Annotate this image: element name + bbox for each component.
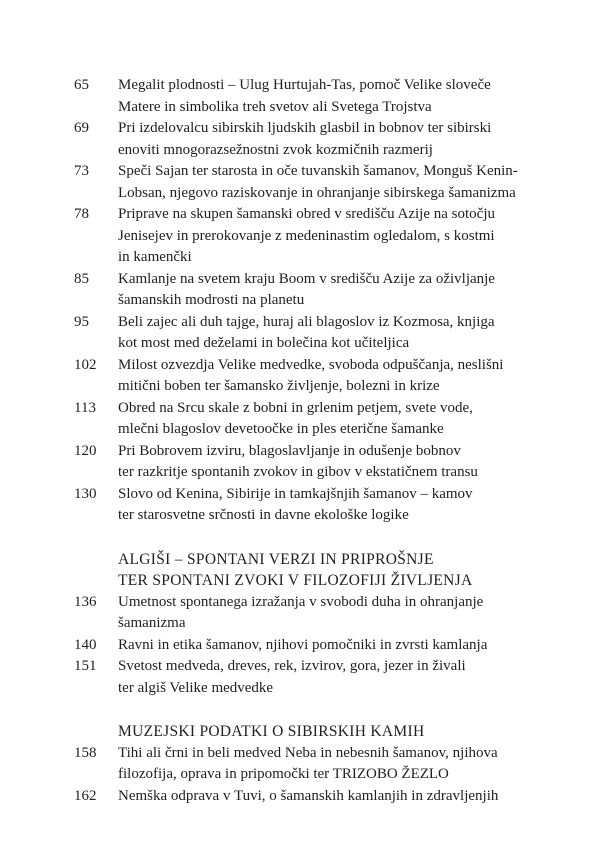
toc-page-number: 69 — [74, 120, 89, 136]
toc-page-number: 95 — [74, 313, 89, 330]
toc-entry-line: Megalit plodnosti – Ulug Hurtujah-Tas, pomoč Velike sloveče — [118, 77, 491, 93]
toc-entry-line: šamanizma — [118, 615, 186, 631]
toc-page-number: 73 — [74, 163, 89, 179]
toc-page-number: 162 — [74, 787, 97, 804]
toc-entry-line: Pri Bobrovem izviru, blagoslavljanje in odušenje bobnov — [118, 442, 461, 459]
toc-entry-line: Matere in simbolika treh svetov ali Svetega Trojstva — [118, 98, 432, 115]
toc-entry-line: ter starosvetne srčnosti in davne ekološke logike — [118, 507, 409, 523]
toc-entry-line: Pri izdelovalcu sibirskih ljudskih glasbil in bobnov ter sibirski — [118, 120, 492, 136]
toc-entry-line: Milost ozvezdja Velike medvedke, svoboda odpuščanja, neslišni — [118, 356, 504, 373]
toc-page-number: 65 — [74, 77, 89, 93]
toc-entry — [74, 656, 570, 699]
toc-entry — [74, 269, 570, 312]
toc-page-number: 102 — [74, 356, 97, 373]
toc-page-number: 113 — [74, 399, 96, 416]
toc-section-header — [74, 721, 570, 743]
toc-entry-line: Slovo od Kenina, Sibirije in tamkajšnjih šamanov – kamov — [118, 485, 473, 502]
toc-entry-line: Obred na Srcu skale z bobni in grlenim petjem, svete vode, — [118, 399, 473, 416]
toc-entry — [74, 204, 570, 269]
toc-entry-line: šamanskih modrosti na planetu — [118, 292, 305, 308]
toc-entry-line: Tihi ali črni in beli medved Neba in nebesnih šamanov, njihova — [118, 744, 498, 761]
toc-section-line: MUZEJSKI PODATKI O SIBIRSKIH KAMIH — [118, 723, 425, 740]
toc-page-number: 85 — [74, 270, 89, 287]
toc-entry-title — [118, 204, 570, 269]
toc-entry-line: Umetnost spontanega izražanja v svobodi duha in ohranjanje — [118, 593, 484, 610]
toc-entry-line: ter algiš Velike medvedke — [118, 679, 274, 696]
toc-entry-title — [118, 312, 570, 355]
toc-entry-line: Jenisejev in prerokovanje z medeninastim ogledalom, s kostmi — [118, 227, 495, 244]
toc-entry-line: mlečni blagoslov devetoočke in ples eterične šamanke — [118, 421, 444, 437]
toc-entry-line: Priprave na skupen šamanski obred v središču Azije na sotočju — [118, 206, 495, 222]
toc-entry-title — [118, 786, 570, 808]
toc-entry-line: Nemška odprava v Tuvi, o šamanskih kamlanjih in zdravljenjih — [118, 787, 499, 804]
toc-section-title — [118, 549, 570, 592]
toc-entry-title — [118, 269, 570, 312]
toc-entry-title — [118, 118, 570, 161]
toc-entry — [74, 635, 570, 657]
table-of-contents — [74, 75, 570, 807]
toc-section-title — [118, 721, 570, 743]
toc-entry-line: Ravni in etika šamanov, njihovi pomočniki in zvrsti kamlanja — [118, 636, 488, 653]
toc-entry-line: mitični boben ter šamansko življenje, bolezni in krize — [118, 378, 440, 394]
toc-entry-title — [118, 635, 570, 657]
toc-entry — [74, 118, 570, 161]
toc-entry-title — [118, 656, 570, 699]
toc-entry-line: Beli zajec ali duh tajge, huraj ali blagoslov iz Kozmosa, knjiga — [118, 313, 495, 330]
toc-entry-title — [118, 75, 570, 118]
toc-entry-line: Svetost medveda, dreves, rek, izvirov, gora, jezer in živali — [118, 658, 466, 674]
toc-entry-title — [118, 484, 570, 527]
toc-entry — [74, 355, 570, 398]
toc-page-number: 130 — [74, 485, 97, 502]
toc-entry — [74, 592, 570, 635]
toc-entry-line: enoviti mnogorazsežnostni zvok kozmičnih razmerij — [118, 141, 433, 158]
toc-page-number: 136 — [74, 593, 97, 610]
toc-page-number: 120 — [74, 442, 97, 459]
toc-entry — [74, 312, 570, 355]
toc-entry — [74, 161, 570, 204]
toc-page-number: 78 — [74, 206, 89, 222]
toc-entry — [74, 441, 570, 484]
toc-entry — [74, 484, 570, 527]
toc-page-number: 140 — [74, 636, 97, 653]
toc-entry-line: Lobsan, njegovo raziskovanje in ohranjanje sibirskega šamanizma — [118, 184, 516, 201]
toc-section-header — [74, 549, 570, 592]
toc-entry-line: ter razkritje spontanih zvokov in gibov v ekstatičnem transu — [118, 464, 478, 480]
toc-entry — [74, 75, 570, 118]
toc-entry-line: Kamlanje na svetem kraju Boom v središču Azije za oživljanje — [118, 270, 495, 287]
toc-entry-line: Speči Sajan ter starosta in oče tuvanskih šamanov, Monguš Kenin- — [118, 163, 518, 179]
toc-entry-title — [118, 355, 570, 398]
toc-entry-title — [118, 592, 570, 635]
toc-page-number: 158 — [74, 744, 97, 761]
toc-entry-title — [118, 398, 570, 441]
toc-page-number: 151 — [74, 658, 97, 674]
toc-section-line: ALGIŠI – SPONTANI VERZI IN PRIPROŠNJE — [118, 550, 434, 568]
toc-entry-title — [118, 441, 570, 484]
toc-section-line: TER SPONTANI ZVOKI V FILOZOFIJI ŽIVLJENJA — [118, 572, 473, 589]
toc-entry — [74, 398, 570, 441]
toc-entry-line: kot most med deželami in bolečina kot učiteljica — [118, 335, 410, 351]
toc-entry — [74, 743, 570, 786]
toc-entry-line: in kamenčki — [118, 249, 192, 265]
toc-entry — [74, 786, 570, 808]
toc-entry-title — [118, 161, 570, 204]
toc-entry-line: filozofija, oprava in pripomočki ter TRIZOBO ŽEZLO — [118, 766, 449, 782]
toc-entry-title — [118, 743, 570, 786]
